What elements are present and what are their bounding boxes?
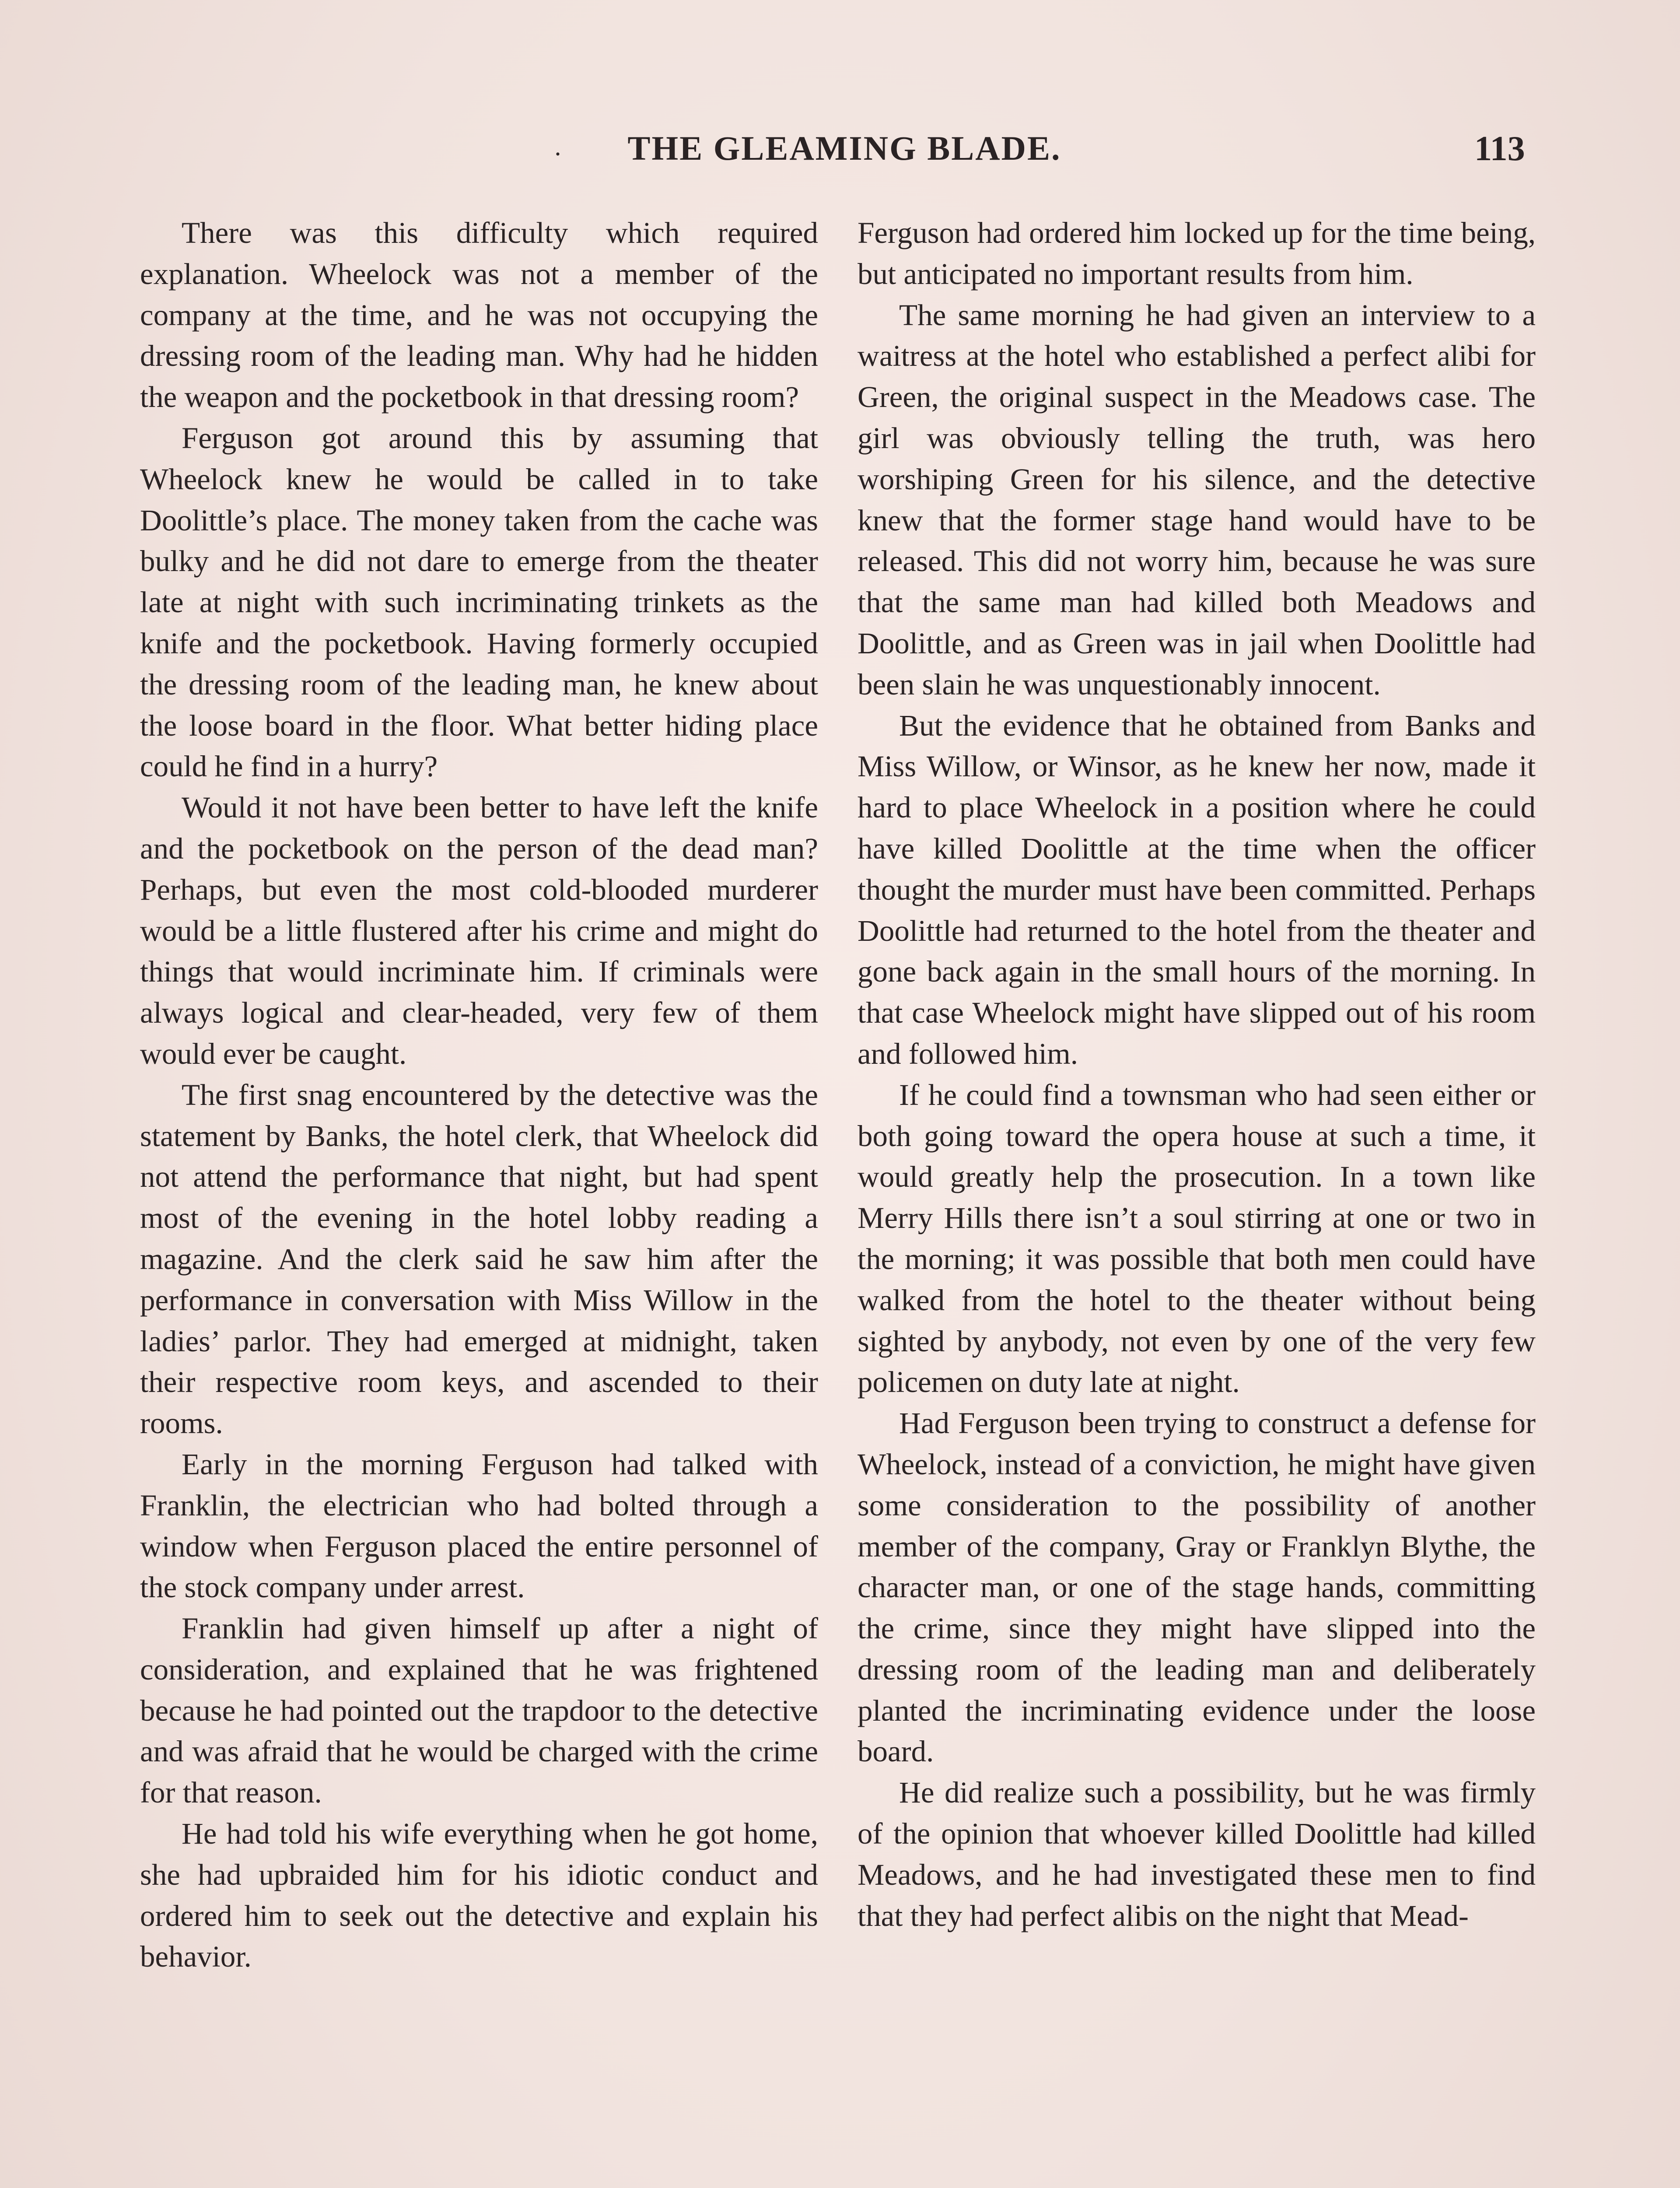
paragraph-continued: Ferguson had ordered him locked up for the time being, but anticipated no important results from him. — [858, 216, 1536, 291]
paragraph: Had Ferguson been trying to construct a defense for Wheelock, instead of a conviction, he might have given some consideration to the possibility of another member of the company, Gray or Franklyn Blythe, the character man, or one of the stage hands, committing the crime, since they might have slipped into the dressing room of the leading man and deliberately planted the incriminating evidence under the loose board. — [858, 1406, 1536, 1768]
header-dot: · — [553, 140, 562, 168]
paragraph: Early in the morning Ferguson had talked with Franklin, the electrician who had bolted through a window when Ferguson placed the entire personnel of the stock company under arrest. — [140, 1447, 818, 1604]
paragraph: Ferguson got around this by assuming that Wheelock knew he would be called in to take Doolittle’s place. The money taken from the cache was bulky and he did not dare to emerge from the theater late at night with such incriminating trinkets as the knife and the pocketbook. Having formerly occupied the dressing room of the leading man, he knew about the loose board in the floor. What better hiding place could he find in a hurry? — [140, 421, 818, 783]
running-title: THE GLEAMING BLADE. — [627, 129, 1061, 167]
paragraph: But the evidence that he obtained from Banks and Miss Willow, or Winsor, as he knew her now, made it hard to place Wheelock in a position where he could have killed Doolittle at the time when the officer thought the murder must have been committed. Perhaps Doolittle had returned to the hotel from the theater and gone back again in the small hours of the morning. In that case Wheelock might have slipped out of his room and followed him. — [858, 708, 1536, 1070]
paragraph: Would it not have been better to have left the knife and the pocketbook on the person of the dead man? Perhaps, but even the most cold-blooded murderer would be a little flustered after his crime and might do things that would incriminate him. If criminals were always logical and clear-headed, very few of them would ever be caught. — [140, 791, 818, 1070]
left-column — [140, 213, 818, 1978]
paragraph: He had told his wife everything when he got home, she had upbraided him for his idiotic conduct and ordered him to seek out the detective and explain his behavior. — [140, 1817, 818, 1974]
paragraph: The first snag encountered by the detective was the statement by Banks, the hotel clerk, that Wheelock did not attend the performance that night, but had spent most of the evening in the hotel lobby reading a magazine. And the clerk said he saw him after the performance in conversation with Miss Willow in the ladies’ parlor. They had emerged at midnight, taken their respective room keys, and ascended to their rooms. — [140, 1078, 818, 1440]
paragraph: Franklin had given himself up after a night of consideration, and explained that he was frightened because he had pointed out the trapdoor to the detective and was afraid that he would be charged with the crime for that reason. — [140, 1612, 818, 1809]
paragraph: There was this difficulty which required explanation. Wheelock was not a member of the company at the time, and he was not occupying the dressing room of the leading man. Why had he hidden the weapon and the pocketbook in that dressing room? — [140, 216, 818, 414]
page-number: 113 — [1474, 130, 1525, 168]
right-column — [858, 213, 1536, 1936]
paragraph: He did realize such a possibility, but he was firmly of the opinion that whoever killed Doolittle had killed Meadows, and he had investigated these men to find that they had perfect alibis on the night that Mead- — [858, 1776, 1536, 1932]
paragraph: The same morning he had given an interview to a waitress at the hotel who established a perfect alibi for Green, the original suspect in the Meadows case. The girl was obviously telling the truth, was hero worshiping Green for his silence, and the detective knew that the former stage hand would have to be released. This did not worry him, because he was sure that the same man had killed both Meadows and Doolittle, and as Green was in jail when Doolittle had been slain he was unquestionably innocent. — [858, 298, 1536, 701]
paragraph: If he could find a townsman who had seen either or both going toward the opera house at such a time, it would greatly help the prosecution. In a town like Merry Hills there isn’t a soul stirring at one or two in the morning; it was possible that both men could have walked from the hotel to the theater without being sighted by anybody, not even by one of the very few policemen on duty late at night. — [858, 1078, 1536, 1399]
